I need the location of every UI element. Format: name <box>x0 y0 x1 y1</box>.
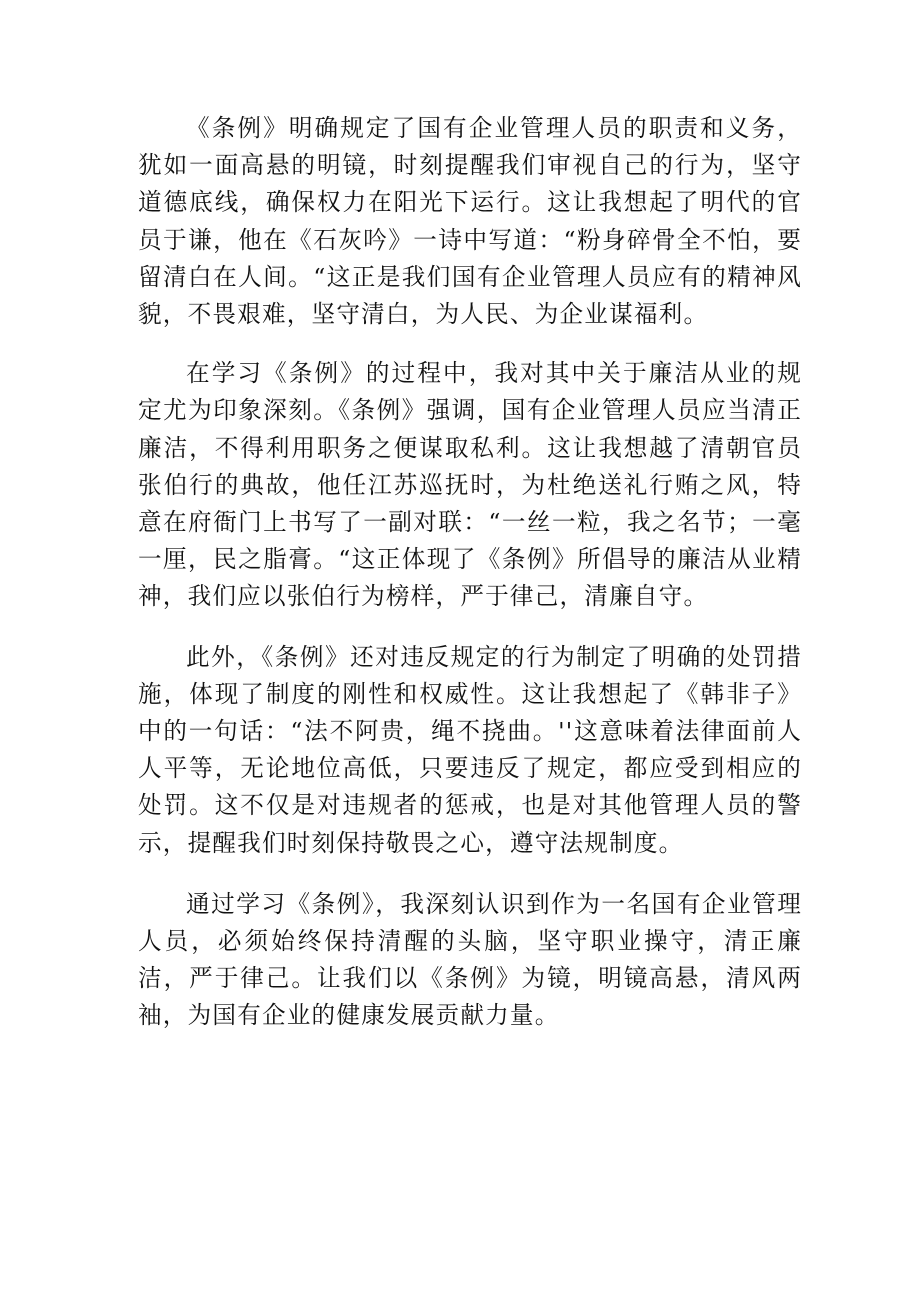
document-page <box>138 110 802 1035</box>
paragraph-1: 《条例》明确规定了国有企业管理人员的职责和义务，犹如一面高悬的明镜，时刻提醒我们审视自己的行为，坚守道德底线，确保权力在阳光下运行。这让我想起了明代的官员于谦，他在《石灰吟》一诗中写道：“粉身碎骨全不怕，要留清白在人间。“这正是我们国有企业管理人员应有的精神风貌，不畏艰难，坚守清白，为人民、为企业谋福利。 <box>138 114 802 329</box>
paragraph-2: 在学习《条例》的过程中，我对其中关于廉洁从业的规定尤为印象深刻。《条例》强调，国有企业管理人员应当清正廉洁，不得利用职务之便谋取私利。这让我想越了清朝官员张伯行的典故，他任江苏巡抚时，为杜绝送礼行贿之风，特意在府衙门上书写了一副对联：“一丝一粒，我之名节；一毫一厘，民之脂膏。“这正体现了《条例》所倡导的廉洁从业精神，我们应以张伯行为榜样，严于律己，清廉自守。 <box>138 359 802 611</box>
paragraph-4: 通过学习《条例》，我深刻认识到作为一名国有企业管理人员，必须始终保持清醒的头脑，坚守职业操守，清正廉洁，严于律己。让我们以《条例》为镜，明镜高悬，清风两袖，为国有企业的健康发展贡献力量。 <box>138 889 802 1030</box>
paragraph-3: 此外，《条例》还对违反规定的行为制定了明确的处罚措施，体现了制度的刚性和权威性。这让我想起了《韩非子》中的一句话：“法不阿贵，绳不挠曲。''这意味着法律面前人人平等，无论地位高低，只要违反了规定，都应受到相应的处罚。这不仅是对违规者的惩戒，也是对其他管理人员的警示，提醒我们时刻保持敬畏之心，遵守法规制度。 <box>138 642 802 857</box>
